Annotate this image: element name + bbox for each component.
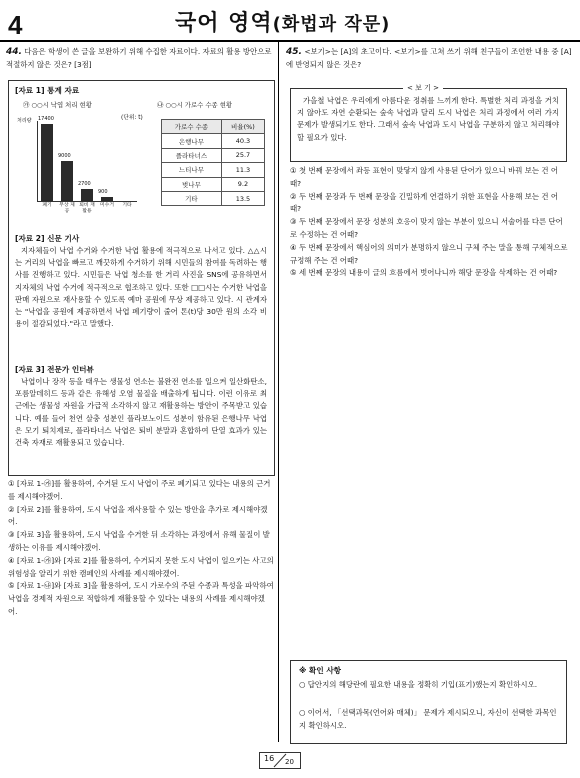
chart-category-0: 폐기 (42, 203, 52, 208)
chart-a (17, 117, 137, 215)
chart-a-categories (37, 203, 137, 217)
data3-body: 낙엽이나 장작 등을 태우는 생물성 연소는 불완전 연소를 일으켜 일산화탄소, 포름알데히드 등과 같은 유해성 오염 물질을 배출하게 됩니다. 이런 이유로 최근에는 생물성 자원을 가급적 소각하지 않고 재활용하는 방안이 주목받고 있습니다. 예를 들어 천연 살충 성분인 플라보노이드 성분이 함유된 은행나무 낙엽은 모기 퇴치제로, 플라타너스 낙엽은 퇴비 분말과 혼합하여 단열 효과가 있는 건축 자재로 재활용되고 있습니다. (15, 377, 267, 448)
chart-data-label-3: 900 (98, 189, 108, 195)
page-indicator (259, 752, 301, 769)
title-sub: (화법과 작문) (272, 14, 391, 35)
header-rule (0, 40, 580, 42)
ratio-cell: 13.5 (221, 191, 264, 205)
q45-prompt (286, 46, 572, 72)
ratio-cell: 9.2 (221, 177, 264, 191)
q45-options (290, 165, 568, 280)
chart-category-4: 기타 (122, 203, 132, 208)
data2-heading: [자료 2] 신문 기사 (15, 234, 80, 243)
chart-a-x-axis (37, 201, 137, 202)
notice-item-1: ○ 답안지의 해당란에 필요한 내용을 정확히 기입(표기)했는지 확인하시오. (299, 680, 538, 689)
chart-data-label-0: 17400 (38, 115, 54, 122)
ratio-cell: 25.7 (221, 148, 264, 162)
table-row (162, 191, 265, 205)
chart-a-unit: (단위: t) (121, 115, 143, 121)
chart-a-axis-label: 처리량 (17, 118, 32, 124)
table-row (162, 134, 265, 148)
column-divider (278, 42, 279, 742)
chart-category-2: 퇴비 재활용 (79, 203, 95, 214)
species-cell: 느티나무 (162, 163, 222, 177)
table-header-species: 가로수 수종 (162, 120, 222, 134)
notice-box (290, 660, 567, 744)
q45-option-1[interactable]: ① 첫 번째 문장에서 좌등 표현이 맞닿지 않게 사용된 단어가 있으니 바꿔 보는 건 어때? (290, 166, 558, 188)
q45-box-label: < 보 기 > (403, 83, 443, 93)
q45-example-box (290, 84, 567, 162)
chart-bar-2 (81, 189, 93, 201)
chart-data-label-2: 2700 (78, 181, 91, 187)
chart-b-title: ㉯ ○○시 가로수 수종 현황 (157, 101, 233, 109)
section-title (175, 6, 390, 37)
notice-heading: ※ 확인 사항 (299, 666, 342, 675)
chart-a-title: ㉮ ○○시 낙엽 처리 현황 (23, 101, 92, 109)
tree-species-table (161, 119, 265, 206)
notice-item-2: ○ 이어서, 「선택과목(언어와 매체)」 문제가 제시되오니, 자신이 선택한 과목인지 확인하시오. (299, 708, 557, 730)
q45-prompt-text: <보기>는 [A]의 초고이다. <보기>를 고쳐 쓰기 위해 친구들이 조언한 내용 중 [A]에 반영되지 않은 것은? (286, 47, 572, 69)
q44-option-5[interactable]: ⑤ [자료 1-㉯]와 [자료 3]을 활용하여, 도시 가로수의 주된 수종과 특성을 파악하여 낙엽을 경제적 자원으로 적합하게 재활용할 수 있다는 내용의 사례를 제시해야겠어. (8, 581, 274, 616)
q45-option-5[interactable]: ⑤ 세 번째 문장의 내용이 글의 흐름에서 벗어나니까 해당 문장을 삭제하는 건 어때? (290, 268, 558, 278)
chart-bar-1 (61, 161, 73, 201)
q45-option-2[interactable]: ② 두 번째 문장과 두 번째 문장을 긴밀하게 연결하기 위한 표현을 사용해 보는 건 어때? (290, 191, 558, 214)
q44-data-box (8, 80, 275, 476)
table-header-ratio: 비율(%) (221, 120, 264, 134)
q44-option-4[interactable]: ④ [자료 1-㉮]와 [자료 2]를 활용하여, 수거되지 못한 도시 낙엽이 일으키는 사고의 위험성을 알리기 위한 캠페인의 사례를 제시해야겠어. (8, 555, 274, 578)
q44-prompt-text: 다음은 학생이 쓴 글을 보완하기 위해 수집한 자료이다. 자료의 활용 방안으로 적절하지 않은 것은? [3점] (6, 47, 272, 69)
chart-data-label-1: 9000 (58, 153, 71, 159)
data2-body: 지자체들이 낙엽 수거와 수거한 낙엽 활용에 적극적으로 나서고 있다. △△시는 거리의 낙엽을 빠르고 깨끗하게 수거하기 위해 시민들의 참여를 독려하는 행사를 진행하고 있다. 시민들은 낙엽 청소를 한 거리 사진을 SNS에 공유하면서 지자체의 낙엽 수거에 적극적으로 협조하고 있다. 또한 □□시는 수거한 낙엽을 판매 자원으로 재사용할 수 있도록 예마 공원에 무상 제공하고 있다. 시 관계자는 "낙엽을 공원에 제공하면서 낙엽 폐기량이 줄어 톤(t)당 30만 원의 소각 비용이 절감되었다."라고 말했다. (15, 246, 267, 329)
table-row (162, 148, 265, 162)
chart-bar-0 (41, 124, 53, 201)
page-current: 16 (264, 754, 275, 763)
chart-category-3: 미수거 (100, 203, 114, 208)
page-slash-icon (260, 753, 300, 768)
chart-bar-3 (101, 197, 113, 201)
q44-option-3[interactable]: ③ [자료 3]을 활용하여, 도시 낙엽을 수거한 뒤 소각하는 과정에서 유해 물질이 발생하는 이유를 제시해야겠어. (8, 530, 270, 552)
title-main: 국어 영역 (175, 11, 273, 36)
q45-box-text: 가을철 낙엽은 우리에게 아름다운 정취를 느끼게 한다. 특별한 처리 과정을 거치지 않아도 자연 순환되는 숲속 낙엽과 달리 도시 낙엽은 처리 과정에서 여러 가지 문제가 발생되기도 한다. 그래서 숲속 낙엽과 도시 낙엽을 구분하지 않고 처리해야 할 필요가 있다. (297, 96, 559, 142)
species-cell: 은행나무 (162, 134, 222, 148)
page-total: 20 (285, 758, 294, 766)
q44-number: 44. (6, 47, 22, 57)
q44-option-1[interactable]: ① [자료 1-㉮]를 활용하여, 수거된 도시 낙엽이 주로 폐기되고 있다는 내용의 근거를 제시해야겠어. (8, 479, 271, 501)
ratio-cell: 11.3 (221, 163, 264, 177)
species-cell: 플라타너스 (162, 148, 222, 162)
q44-prompt (6, 46, 274, 72)
page-number: 4 (8, 10, 23, 40)
q44-options (8, 478, 274, 619)
q45-option-3[interactable]: ③ 두 번째 문장에서 문장 성분의 호응이 맞지 않는 부분이 있으니 서술어를 다른 단어로 수정하는 건 어때? (290, 217, 563, 239)
data1-heading: [자료 1] 통계 자료 (15, 86, 80, 95)
data3-heading: [자료 3] 전문가 인터뷰 (15, 365, 94, 374)
q45-option-4[interactable]: ④ 두 번째 문장에서 핵심어의 의미가 분명하지 않으니 구체 주는 말을 통해 구체적으로 규정해 주는 건 어때? (290, 242, 568, 265)
q44-option-2[interactable]: ② [자료 2]를 활용하여, 도시 낙엽을 재사용할 수 있는 방안을 추가로 제시해야겠어. (8, 504, 268, 527)
table-row (162, 163, 265, 177)
ratio-cell: 40.3 (221, 134, 264, 148)
chart-category-1: 무상 제공 (59, 203, 75, 214)
q45-number: 45. (286, 47, 302, 57)
species-cell: 기타 (162, 191, 222, 205)
species-cell: 벚나무 (162, 177, 222, 191)
table-row (162, 177, 265, 191)
